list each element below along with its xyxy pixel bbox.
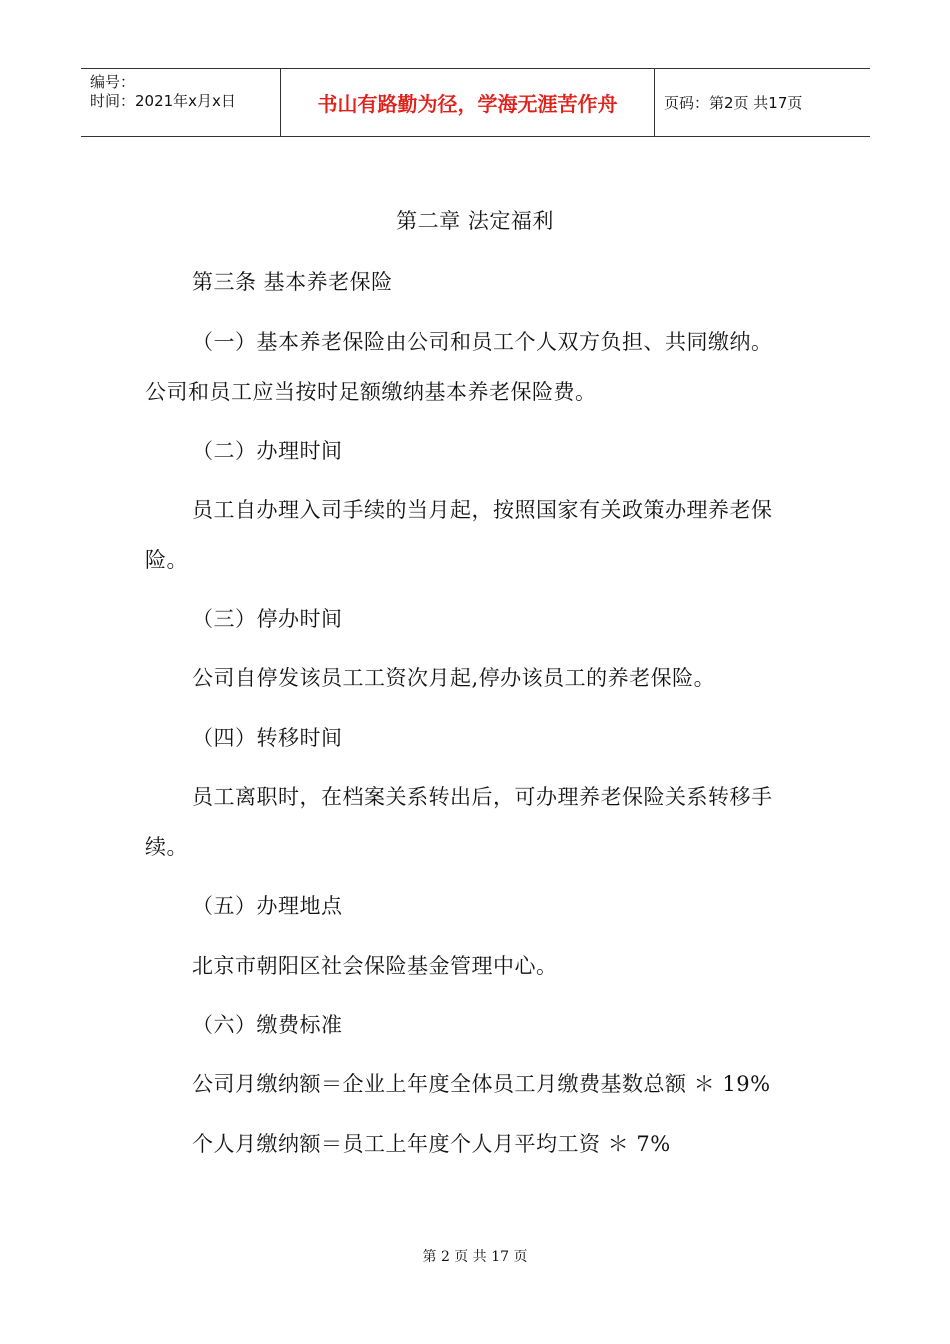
section-heading: （二）办理时间 [192, 439, 343, 463]
article-title: 第三条 基本养老保险 [192, 270, 393, 294]
paragraph-line: 员工离职时，在档案关系转出后，可办理养老保险关系转移手 [192, 785, 773, 809]
section-heading: （四）转移时间 [192, 726, 343, 750]
formula-line: 个人月缴纳额＝员工上年度个人月平均工资 ＊ 7% [192, 1132, 671, 1156]
paragraph-line: 公司自停发该员工工资次月起,停办该员工的养老保险。 [192, 666, 716, 690]
page-footer: 第 2 页 共 17 页 [422, 1249, 528, 1265]
paragraph-line: 险。 [145, 548, 188, 572]
header-page-info: 页码：第2页 共17页 [664, 94, 803, 112]
chapter-title: 第二章 法定福利 [396, 209, 554, 233]
header-table [81, 68, 870, 137]
section-heading: （三）停办时间 [192, 607, 343, 631]
formula-line: 公司月缴纳额＝企业上年度全体员工月缴费基数总额 ＊ 19% [192, 1072, 771, 1096]
paragraph-line: 北京市朝阳区社会保险基金管理中心。 [192, 954, 558, 978]
paragraph-line: 公司和员工应当按时足额缴纳基本养老保险费。 [145, 380, 597, 404]
date-label: 时间：2021年x月x日 [90, 92, 236, 110]
header-motto: 书山有路勤为径，学海无涯苦作舟 [281, 69, 655, 136]
paragraph-line: 员工自办理入司手续的当月起，按照国家有关政策办理养老保 [192, 498, 773, 522]
number-label: 编号： [90, 73, 136, 91]
section-heading: （五）办理地点 [192, 894, 343, 918]
section-heading: （六）缴费标准 [192, 1013, 343, 1037]
paragraph-line: 续。 [145, 835, 188, 859]
paragraph-line: （一）基本养老保险由公司和员工个人双方负担、共同缴纳。 [192, 330, 773, 354]
header-meta-cell [81, 69, 281, 136]
